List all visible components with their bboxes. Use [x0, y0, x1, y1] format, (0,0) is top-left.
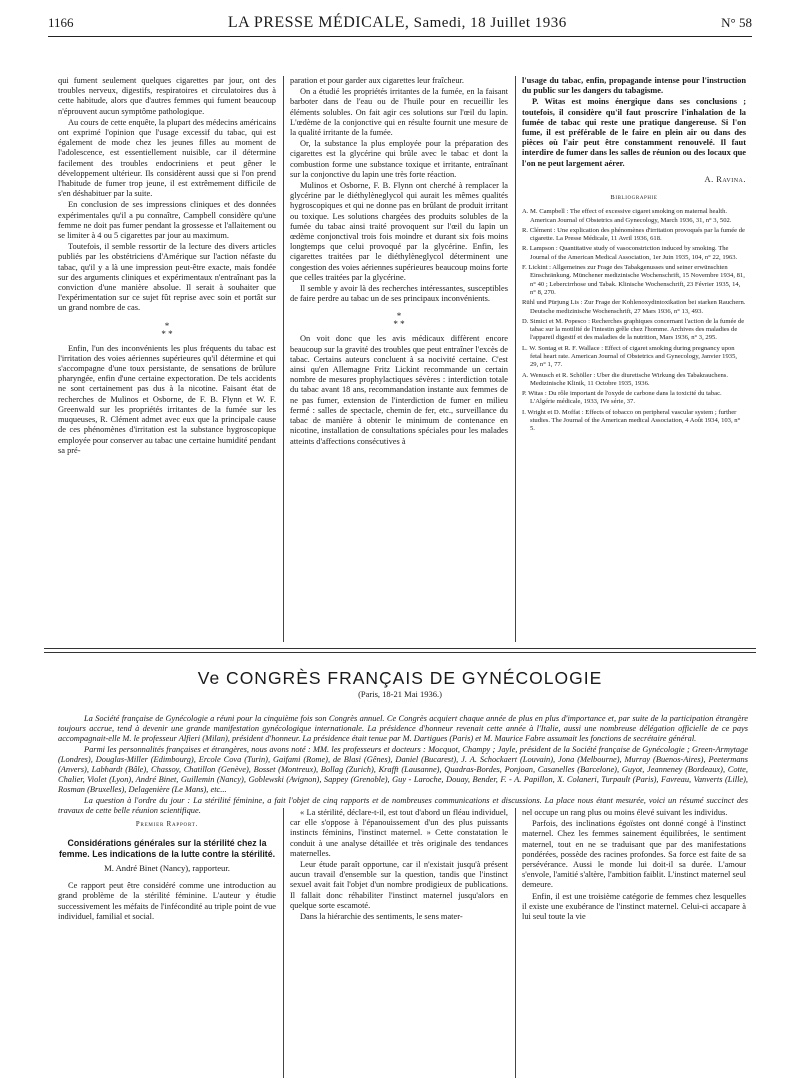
section-stars: * * *: [161, 320, 173, 339]
paragraph: Ce rapport peut être considéré comme une introduction au grand problème de la stérilité féminine. L'auteur y étudie successivement les méfaits de l'infécondité au triple point de vue individuel, familial et social.: [58, 881, 276, 921]
paragraph: Enfin, il est une troisième catégorie de femmes chez lesquelles il existe une exubérance de l'instinct maternel. Celui-ci accapare à lui seul toute la vie: [522, 891, 746, 922]
page-number: 1166: [48, 15, 74, 30]
bibliography-entry: A. Wenusch et R. Schöller : Uber die diuretische Wirkung des Tabakrauchens. Medizinische Klinik, 11 Octobre 1935, 1936.: [522, 371, 729, 387]
paragraph: En conclusion de ses impressions cliniques et des données expérimentales qu'il a pu connaître, Campbell considère qu'une femme ne doit pas fumer pendant la grossesse et l'allaitement ou se limiter à 4 ou 5 cigarettes par jour au maximum.: [58, 200, 276, 241]
paragraph: paration et pour garder aux cigarettes leur fraîcheur.: [290, 76, 464, 85]
report-column-2: [290, 808, 508, 923]
paragraph: P. Witas est moins énergique dans ses conclusions ; toutefois, il considère qu'il faut proscrire l'inhalation de la fumée de tabac qui reste une pratique dangereuse. Si l'on fume, il est préférable de le faire en plein air ou dans des pièces où l'air peut être constamment renouvelé. Il faut interdire de fumer dans les salles de réunion ou des locaux que l'on ne peut largement aérer.: [522, 97, 746, 168]
report-title: Considérations générales sur la stérilité chez la femme. Les indications de la lutte contre la stérilité.: [58, 838, 276, 859]
bibliography-title: Bibliographie: [610, 194, 658, 202]
paragraph: La Société française de Gynécologie a réuni pour la cinquième fois son Congrès annuel. Ce Congrès acquiert chaque année de plus en plus d'importance et, par suite de la participation étrangère toujours accrue, tend à devenir une grande manifestation gynécologique internationale. La présidence d'honneur revenait cette année à l'Italie, aussi une nombreuse délégation officielle de ce pays accompagnait-elle M. le professeur Alfieri (Milan), président d'honneur. La présidence était tenue par M. Dartigues (Paris) et M. Maurice Fabre assumait les fonctions de secrétaire général.: [58, 714, 748, 744]
article-column-1: [58, 76, 276, 457]
section-divider: [44, 648, 756, 653]
bibliography-entry: Rühl und Pürjung Lis : Zur Frage der Kohlenoxydintoxikation bei starken Rauchern. Deutsche medizinische Wochenschrift, 27 Mars 1936, n° 13, 493.: [522, 299, 746, 315]
congress-introduction: [58, 714, 748, 816]
paragraph: Or, la substance la plus employée pour la préparation des cigarettes est la glycérine qui brûle avec le tabac et dont la combustion forme une substance toxique et irritante, entraînant sur la conjonctive du lapin une très forte réaction.: [290, 139, 508, 179]
section-stars: * * *: [393, 311, 405, 330]
paragraph: l'usage du tabac, enfin, propagande intense pour l'instruction du public sur les dangers du tabagisme.: [522, 76, 746, 96]
author-signature: A. Ravina.: [704, 174, 746, 184]
publication-name: LA PRESSE MÉDICALE,: [227, 14, 410, 31]
paragraph: « La stérilité, déclare-t-il, est tout d'abord un fléau individuel, car elle s'oppose à l'épanouissement d'un des plus puissants instincts féminins, l'instinct maternel. » Cette constatation le conduit à une analyse détaillée et très originale des tendances maternelles.: [290, 808, 508, 858]
paragraph: Parmi les personnalités françaises et étrangères, nous avons noté : MM. les professeurs et docteurs : Mocquot, Champy ; Jayle, président de la Société française de Gynécologie ; Green-Armytage (Londres), Douglas-Miller (Edimbourg), Ercole Cova (Turin), Gaifami (Rome), de Blasi (Gênes), Daniel (Bucarest), J. A. Schockaert (Louvain), Jona (Melbourne), Murray (Buenos-Aires), Peetermans (Anvers), Labhardt (Bâle), Chassoy, Chatillon (Genève), Bosset (Montreux), Bollag (Zurich), Krafft (Lausanne), Quadras-Bordes, Ponjoan, Casanelles (Barcelone), Guyot, Jeanneney (Bordeaux), Cotte, Chalier, Violet (Lyon), André Binet, Guillemin (Nancy), Goblewski (Avignon), Sappey (Grenoble), Guy - Laroche, Douay, Bender, F. - A. Papillon, X. Colaneri, Turpault (Paris), Favreau, Vanverts (Lille), Rosman (Bruxelles), Delagenière (Le Mans), etc...: [58, 744, 748, 795]
paragraph: Au cours de cette enquête, la plupart des médecins américains ont exprimé l'opinion que l'usage excessif du tabac, qui est également de mode chez les jeunes filles au moment de l'adolescence, est essentiellement nuisible, car il détermine facilement des troubles endocriniens et peut gêner le développement ultérieur. Ils considèrent aussi que si l'on prend l'habitude de fumer trop jeune, il est extrêmement difficile de s'en déshabituer par la suite.: [58, 117, 276, 199]
paragraph: Parfois, des inclinations égoïstes ont donné congé à l'instinct maternel. Chez les femmes sainement équilibrées, le sentiment maternel, tout en ne se traduisant que par des manifestations pondérées, possède des racines profondes. Sa force est faite de sa persévérance. Aussi le monde lui doit-il sa durée. L'amour s'envole, l'amitié s'altère, l'ambition faiblit. L'instinct maternel seul demeure.: [522, 819, 746, 890]
report-column-3: [522, 808, 746, 923]
bibliography-entry: I. Wright et D. Moffat : Effects of tobacco on peripheral vascular system ; further studies. The Journal of the American medical Association, 4 Août 1934, 103, n° 5.: [522, 408, 741, 433]
paragraph: On a étudié les propriétés irritantes de la fumée, en la faisant barboter dans de l'eau ou de l'huile pour en recueillir les éléments solubles. On fait agir ces solutions sur l'œil du lapin. L'œdème de la conjonctive qui en résulte fournit une mesure de la qualité irritante de la fumée.: [290, 87, 508, 138]
section-title: Ve CONGRÈS FRANÇAIS DE GYNÉCOLOGIE: [197, 668, 603, 688]
report-author: M. André Binet (Nancy), rapporteur.: [104, 863, 230, 874]
issue-date: Samedi, 18 Juillet 1936: [413, 15, 567, 31]
column-rule: [515, 808, 516, 1078]
bibliography-entry: R. Lampson : Quantitative study of vasoconstriction induced by smoking. The Journal of the American Medical Association, 1er Juin 1935, 104, n° 22, 1963.: [522, 245, 738, 261]
paragraph: Enfin, l'un des inconvénients les plus fréquents du tabac est l'irritation des voies aériennes supérieures qu'il détermine et qui s'accompagne d'une toux persistante, de sensations de brûlure pharyngée, enfin d'une certaine expectoration. De tels accidents ne sont certainement pas dus à la nicotine. Faisant état de recherches de Mulinos et Osborne, de F. B. Flynn et W. F. Greenwald sur les propriétés irritantes de la fumée sur les muqueuses, R. Clément admet avec eux que la principale cause de ces phénomènes d'irritation est la substance hygroscopique employée pour conserver au tabac une certaine humidité pendant sa pré-: [58, 343, 276, 455]
article-column-2: [290, 76, 508, 448]
report-column-1: [58, 808, 276, 923]
paragraph: Dans la hiérarchie des sentiments, le sens mater-: [300, 912, 463, 922]
page-header: [48, 14, 752, 37]
bibliography-entry: A. M. Campbell : The effect of excessive cigaret smoking on maternal health. American Journal of Obstetrics and Gynecology, March 1936, 31, n° 3, 502.: [522, 208, 732, 224]
report-label: Premier Rapport.: [135, 821, 199, 828]
column-rule: [515, 76, 516, 642]
article-column-3: [522, 76, 746, 436]
bibliography-entry: L. W. Sontag et R. F. Wallace : Effect of cigaret smoking during pregnancy upon fetal heart rate. American Journal of Obstetrics and Gynecology, Janvier 1935, 29, n° 1, 77.: [522, 344, 738, 369]
bibliography-entry: F. Lickint : Allgemeines zur Frage des Tabakgenusses und seiner erwünschten Einschränkung. Münchener medizinische Wochenschrift, 15 Novembre 1934, 81, n° 40 ; Lebercirrhose und Tabak. Klinische Wochenschrift, 23 Février 1935, 14, n° 8, 270.: [522, 264, 745, 296]
paragraph: Toutefois, il semble ressortir de la lecture des divers articles publiés par les obstétriciens d'Amérique sur l'action néfaste du tabac, qu'il y a là une impression peut-être exacte, mais fondée sur des arguments cliniques et expérimentaux n'entraînant pas la conviction d'une manière absolue. Il serait à souhaiter que l'expérimentation sur ce sujet fût reprise avec soin et portât sur un grand nombre de cas.: [58, 242, 276, 313]
bibliography-list: [522, 208, 746, 433]
issue-number: N° 58: [721, 15, 752, 30]
paragraph: Mulinos et Osborne, F. B. Flynn ont cherché à remplacer la glycérine par le diéthylèneglycol qui aurait les mêmes qualités hygroscopiques et qui ne donne pas en brûlant de produit irritant ou toxique. Les solutions chargées des produits solubles de la fumée du tabac ainsi traité provoquent sur l'œil du lapin un œdème conjonctival trois fois moindre et durant six fois moins longtemps que celui provoqué par la glycérine. Enfin, les cigarettes traitées par le diéthylèneglycol déterminent une congestion des voies aériennes supérieures beaucoup moins forte que celles traitées par la glycérine.: [290, 181, 508, 282]
section-subtitle: (Paris, 18-21 Mai 1936.): [358, 689, 442, 699]
running-title: [228, 14, 567, 32]
paragraph: nel occupe un rang plus ou moins élevé suivant les individus.: [522, 808, 728, 817]
bibliography-entry: R. Clément : Une explication des phénomènes d'irritation provoqués par la fumée de cigarette. La Presse Médicale, 11 Avril 1936, 618.: [522, 226, 745, 243]
paragraph: Il semble y avoir là des recherches intéressantes, susceptibles de faire perdre au tabac un de ses principaux inconvénients.: [290, 284, 508, 304]
paragraph: qui fument seulement quelques cigarettes par jour, ont des troubles nerveux, digestifs, respiratoires et circulatoires dus à cette habitude, alors que d'autres femmes qui fument beaucoup n'éprouvent aucun symptôme pathologique.: [58, 76, 276, 116]
paragraph: La question à l'ordre du jour : La stérilité féminine, a fait l'objet de cinq rapports et de nombreuses communications et discussions. La place nous étant mesurée, voici un résumé succinct des travaux de cette belle réunion scientifique.: [58, 795, 748, 815]
bibliography-entry: D. Simici et M. Popesco : Recherches graphiques concernant l'action de la fumée de tabac sur la motilité de l'intestin grêle chez l'homme. Archives des maladies de l'appareil digestif et des maladies de la nutrition, Mars 1936, n° 3, 295.: [522, 317, 745, 342]
paragraph: On voit donc que les avis médicaux diffèrent encore beaucoup sur la gravité des troubles que peut entraîner l'excès de tabac. Certains auteurs concluent à sa nocivité certaine. C'est ainsi qu'en Allemagne Fritz Lickint recommande un certain nombre de mesures prophylactiques sévères : interdiction totale du tabac avant 18 ans, recommandation instante aux femmes de ne pas fumer, extension de l'interdiction de fumer en milieu fermé : salles de spectacle, chemin de fer, etc., surveillance du tabac de manière à obtenir le minimum de contenance en nicotine, installation de consultations spéciales pour les malades atteints d'affections consécutives à: [290, 334, 508, 446]
column-rule: [283, 808, 284, 1078]
paragraph: Leur étude paraît opportune, car il n'existait jusqu'à présent aucun travail d'ensemble sur la question, tandis que l'instinct sexuel avait fait l'objet d'un nombre prodigieux de publications. Il fallait donc réhabiliter l'instinct maternel jusqu'alors en quelque sorte escamoté.: [290, 860, 508, 910]
bibliography-entry: P. Witas : Du rôle important de l'oxyde de carbone dans la toxicité du tabac. L'Algérie médicale, 1933, IVe série, 37.: [522, 390, 722, 406]
column-rule: [283, 76, 284, 642]
